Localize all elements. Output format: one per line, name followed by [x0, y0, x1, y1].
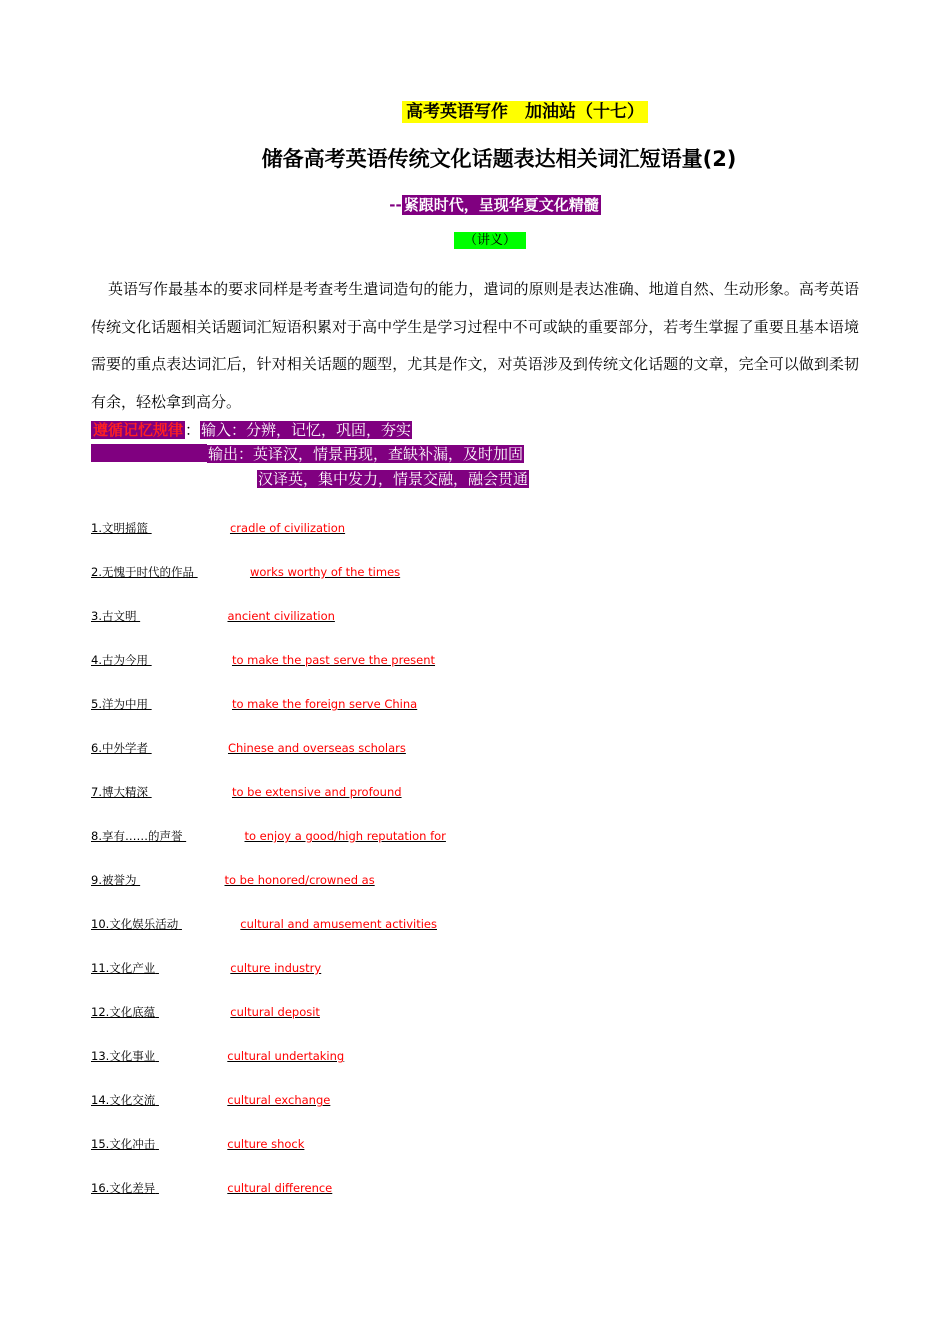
memory-colon: ： — [185, 421, 201, 439]
vocab-item: 10.文化娱乐活动 cultural and amusement activities — [91, 917, 437, 931]
intro-paragraph: 英语写作最基本的要求同样是考查考生遣词造句的能力，遣词的原则是表达准确、地道自然、生动形象。高考英语传统文化话题相关话题词汇短语积累对于高中学生是学习过程中不可或缺的重要部分，若考生掌握了重要且基本语境需要的重点表达词汇后，针对相关话题的题型，尤其是作文，对英语涉及到传统文化话题的文章，完全可以做到柔韧有余，轻松拿到高分。 — [91, 280, 859, 411]
subtitle-text: 紧跟时代，呈现华夏文化精髓 — [403, 196, 599, 214]
vocab-item: 1.文明摇篮 cradle of civilization — [91, 521, 346, 535]
memory-line-3 — [257, 468, 529, 490]
vocab-item: 8.享有……的声誉 to enjoy a good/high reputation for — [91, 829, 446, 843]
subtitle — [0, 194, 950, 215]
vocab-item: 12.文化底蕴 cultural deposit — [91, 1005, 320, 1019]
page-title: 储备高考英语传统文化话题表达相关词汇短语量(2) — [261, 147, 737, 171]
vocab-item: 4.古为今用 to make the past serve the present — [91, 653, 436, 667]
vocab-item: 16.文化差异 cultural difference — [91, 1181, 333, 1195]
vocab-item: 14.文化交流 cultural exchange — [91, 1093, 331, 1107]
vocab-item: 15.文化冲击 culture shock — [91, 1137, 305, 1151]
vocab-item: 6.中外学者 Chinese and overseas scholars — [91, 741, 406, 755]
vocab-item: 13.文化事业 cultural undertaking — [91, 1049, 345, 1063]
series-label-text: 高考英语写作 加油站（十七） — [402, 101, 648, 123]
series-label — [0, 97, 950, 122]
vocab-item: 3.古文明 ancient civilization — [91, 609, 335, 623]
memory-input: 输入：分辨，记忆，巩固，夯实 — [201, 421, 412, 439]
memory-translate: 汉译英，集中发力，情景交融，融会贯通 — [258, 470, 529, 488]
memory-line-1 — [91, 419, 412, 441]
memory-output: 输出：英译汉，情景再现，查缺补漏，及时加固 — [208, 445, 524, 463]
vocab-item: 7.博大精深 to be extensive and profound — [91, 785, 402, 799]
memory-label: 遵循记忆规律 — [93, 421, 184, 439]
vocab-item: 5.洋为中用 to make the foreign serve China — [91, 697, 418, 711]
subtitle-prefix: -- — [389, 196, 402, 214]
memory-line-2 — [207, 443, 524, 465]
vocab-item: 9.被誉为 to be honored/crowned as — [91, 873, 375, 887]
memory-highlight-bar — [91, 444, 207, 462]
vocab-item: 11.文化产业 culture industry — [91, 961, 322, 975]
vocab-item: 2.无愧于时代的作品 works worthy of the times — [91, 565, 401, 579]
lecture-tag-text: （讲义） — [454, 232, 526, 249]
lecture-tag — [0, 229, 950, 248]
